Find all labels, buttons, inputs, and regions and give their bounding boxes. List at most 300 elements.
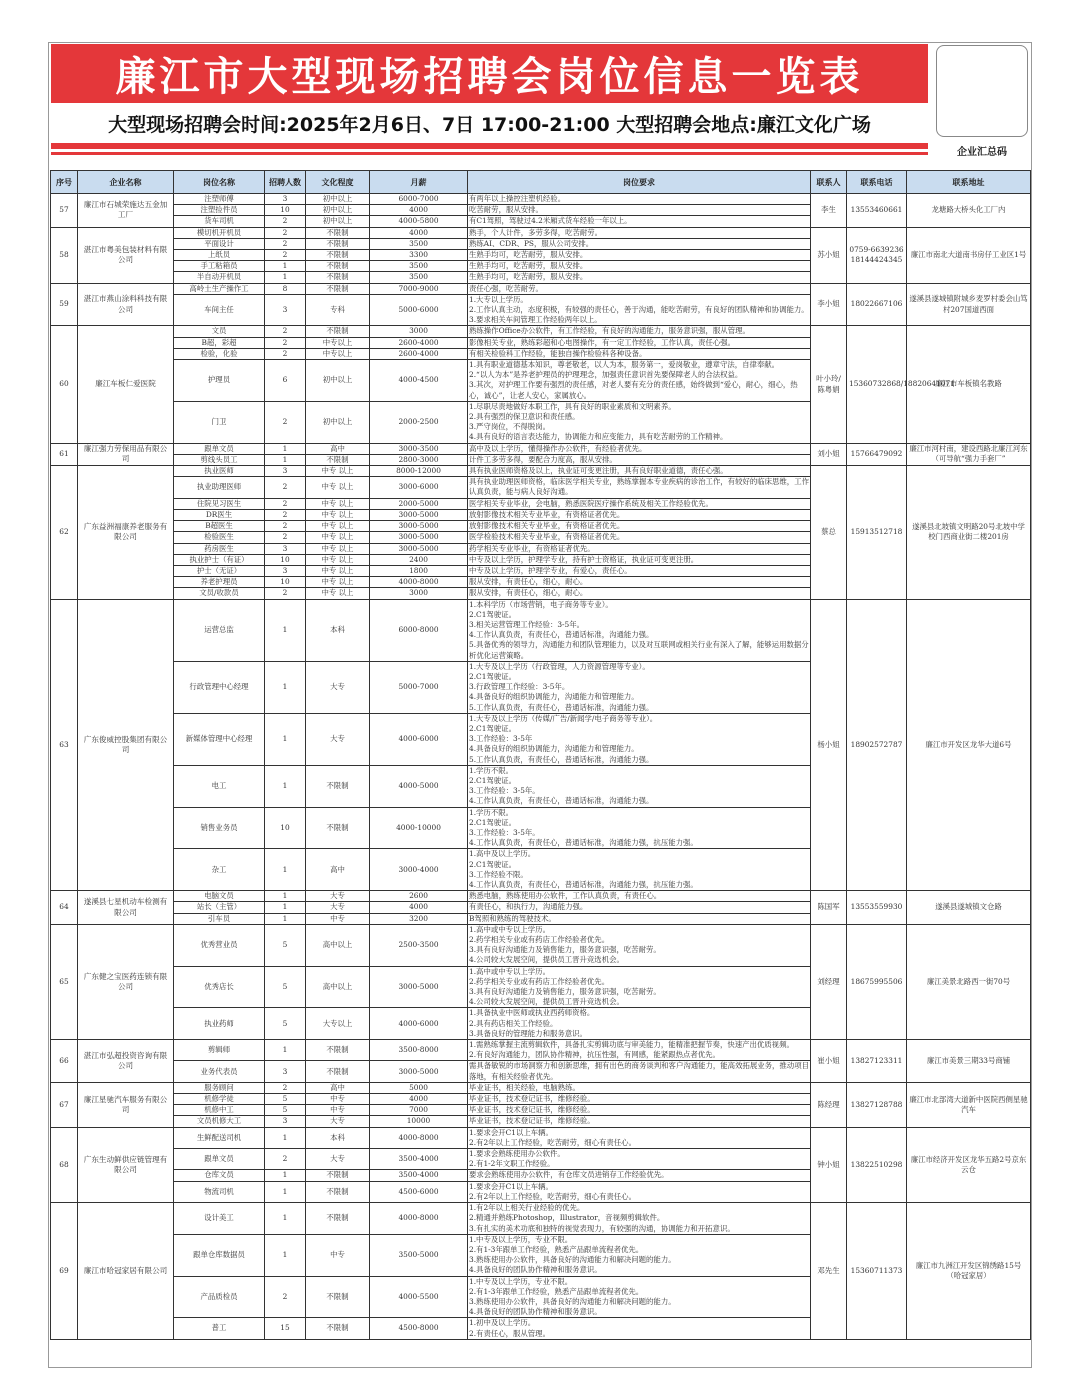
- contact-address: 廉江市北部湾大道新中医院西侧星驰汽车: [907, 1082, 1031, 1127]
- job-title: 模切机开机员: [174, 227, 265, 238]
- job-requirements: 要求会熟练使用办公软件，有仓库文员进销存工作经验优先。: [468, 1170, 811, 1181]
- company-number: 68: [51, 1127, 78, 1202]
- job-requirements: 1.本科学历（市场营销，电子商务等专业）。 2.C1驾驶证。 3.相关运营管理工作经验：3-5年。 4.工作认真负责，有责任心，普通话标准，沟通能力强。 5.具备优秀的领导力，沟通能力和团队管理能力，以及对互联网或相关行业有深入了解，能够运用数据分析优化运营策略。: [469, 599, 809, 660]
- job-salary: 8000-12000: [370, 466, 468, 477]
- job-requirements: 1.高中或中专以上学历。 2.药学相关专业或有药店工作经验者优先。 3.具有良好沟通能力及销售能力，服务意识强，吃苦耐劳。 4.公司较大发展空间，提供员工晋升竞选机会。: [468, 924, 811, 966]
- contact-address: 廉江美景北路西一街70号: [907, 924, 1031, 1039]
- job-count: 10: [265, 807, 306, 849]
- job-education: 初中以上: [306, 401, 370, 443]
- table-row: [51, 283, 1031, 294]
- contact-phone: 13827123311: [847, 1040, 907, 1083]
- company-number: 64: [51, 891, 78, 925]
- job-title: 杂工: [174, 849, 265, 891]
- job-salary: 3500-5000: [370, 1234, 468, 1276]
- job-title: 行政管理中心经理: [174, 661, 265, 713]
- job-table: [50, 170, 1031, 1340]
- job-salary: 4000: [370, 227, 468, 238]
- job-title: 平面设计: [174, 238, 265, 249]
- job-requirements: 1.学历不限。 2.C1驾驶证。 3.工作经验：3-5年。 4.工作认真负责，有责任心，普通话标准，沟通能力强，抗压能力强。: [468, 807, 811, 849]
- job-count: 15: [265, 1318, 306, 1339]
- header-col-education: 文化程度: [306, 171, 370, 194]
- job-education: 初中以上: [306, 216, 370, 227]
- job-salary: 2000-2500: [370, 401, 468, 443]
- job-count: 1: [265, 913, 306, 924]
- job-salary: 2800-3000: [370, 454, 468, 465]
- job-title: 手工粘箱员: [174, 261, 265, 272]
- contact-person: 刘经理: [811, 924, 847, 1039]
- job-education: 大专: [306, 661, 370, 713]
- job-title: 电脑文员: [174, 891, 265, 902]
- job-count: 2: [265, 477, 306, 498]
- job-education: 大专: [306, 713, 370, 765]
- job-education: 不限制: [306, 765, 370, 807]
- job-salary: 3000: [370, 588, 468, 599]
- job-title: 普工: [174, 1318, 265, 1339]
- job-requirements: 1.中专及以上学历，专业不限。 2.有1-3年跟单工作经验，熟悉产品跟单流程者优先。 3.熟练使用办公软件，具备良好的沟通能力和解决问题的能力。 4.具备良好的团队协作精神和服务意识。: [468, 1276, 811, 1318]
- job-education: 中专: [306, 1234, 370, 1276]
- job-education: 不限制: [306, 250, 370, 261]
- page-title: 廉江市大型现场招聘会岗位信息一览表: [115, 54, 864, 100]
- job-count: 1: [265, 713, 306, 765]
- header-col-no: 序号: [51, 171, 78, 194]
- job-count: 2: [265, 238, 306, 249]
- job-count: 2: [265, 337, 306, 348]
- job-title: 文员机修大工: [174, 1116, 265, 1127]
- job-count: 2: [265, 498, 306, 509]
- job-title: 检验，化验: [174, 348, 265, 359]
- header-col-salary: 月薪: [370, 171, 468, 194]
- job-requirements: 1.要求会开C1以上车辆。 2.有2年以上工作经验，吃苦耐劳，细心有责任心。: [468, 1181, 811, 1202]
- table-row: [51, 924, 1031, 966]
- job-count: 2: [265, 326, 306, 337]
- contact-phone: 15913512718: [847, 466, 907, 599]
- job-title: 销售业务员: [174, 807, 265, 849]
- company-name: 廉江市石城荣施达五金加工厂: [78, 194, 174, 228]
- job-count: 6: [265, 360, 306, 402]
- event-info: 大型现场招聘会时间:2025年2月6日、7日 17:00-21:00 大型招聘会地点:廉江文化广场: [108, 114, 871, 136]
- job-requirements: 服从安排，有责任心，细心，耐心。: [468, 577, 811, 588]
- job-requirements: 生熟手均可，吃苦耐劳，服从安排。: [468, 250, 811, 261]
- job-count: 2: [265, 521, 306, 532]
- job-education: 中专 以上: [306, 477, 370, 498]
- job-count: 5: [265, 1105, 306, 1116]
- job-requirements: 熟练AI、CDR、PS，服从公司安排。: [468, 238, 811, 249]
- job-education: 初中以上: [306, 194, 370, 205]
- contact-person: 钟小姐: [811, 1127, 847, 1202]
- job-education: 大专: [306, 902, 370, 913]
- company-name: 广东俊威控股集团有限公司: [78, 599, 174, 891]
- header-col-company: 企业名称: [78, 171, 174, 194]
- job-salary: 3000-4000: [370, 849, 468, 891]
- contact-phone: 15360732868/18820641071: [847, 326, 907, 443]
- divider-stripe: [51, 143, 928, 149]
- job-count: 2: [265, 227, 306, 238]
- contact-person: 李生: [811, 194, 847, 228]
- job-title: 剪线头员工: [174, 454, 265, 465]
- job-salary: 3000: [370, 326, 468, 337]
- contact-person: 蔡总: [811, 466, 847, 599]
- job-education: 不限制: [306, 1061, 370, 1082]
- job-requirements: 服从安排，有责任心，细心，耐心。: [468, 588, 811, 599]
- job-title: 护士（无证）: [174, 565, 265, 576]
- job-count: 5: [265, 1008, 306, 1040]
- job-education: 中专 以上: [306, 498, 370, 509]
- job-requirements: 生熟手均可，吃苦耐劳，服从安排。: [468, 272, 811, 283]
- job-salary: 4000: [370, 1094, 468, 1105]
- job-count: 1: [265, 261, 306, 272]
- job-requirements: 1.大专及以上学历（行政管理，人力资源管理等专业）。 2.C1驾驶证。 3.行政管理工作经验：3-5年。 4.具备良好的组织协调能力，沟通能力和管理能力。 5.工作认真负责，有责任心，普通话标准，沟通能力强。: [468, 661, 811, 713]
- company-name: 廉江市哈冠家居有限公司: [78, 1203, 174, 1340]
- job-title: 引车员: [174, 913, 265, 924]
- job-education: 大专以上: [306, 1008, 370, 1040]
- job-title: 上纸员: [174, 250, 265, 261]
- job-title: 文员/收款员: [174, 588, 265, 599]
- job-count: 3: [265, 543, 306, 554]
- contact-person: 苏小姐: [811, 227, 847, 283]
- job-requirements: 1.要求会熟练使用办公软件。 2.有1-2年文职工作经验。: [468, 1149, 811, 1170]
- title-banner: [51, 44, 928, 103]
- table-row: [51, 1127, 1031, 1148]
- contact-person: 陈经理: [811, 1082, 847, 1127]
- job-salary: 3500-4000: [370, 1170, 468, 1181]
- job-education: 中专 以上: [306, 466, 370, 477]
- qr-code-label: 企业汇总码: [957, 147, 1007, 158]
- job-education: 本科: [306, 599, 370, 661]
- company-name: 广东生动鲜供应链管理有限公司: [78, 1127, 174, 1202]
- table-row: [51, 599, 1031, 661]
- job-education: 中专 以上: [306, 509, 370, 520]
- job-salary: 4000-6000: [370, 1008, 468, 1040]
- job-requirements: 中专及以上学历，护理学专业，有爱心，责任心。: [468, 565, 811, 576]
- job-requirements: 1.高中及以上学历。 2.C1驾驶证。 3.工作经验不限。 4.工作认真负责，有责任心，普通话标准，沟通能力强，抗压能力强。: [468, 849, 811, 891]
- company-number: 57: [51, 194, 78, 228]
- job-salary: 4000-8000: [370, 1127, 468, 1148]
- job-title: 车间主任: [174, 294, 265, 326]
- header-col-position: 岗位名称: [174, 171, 265, 194]
- qr-code-image: [936, 45, 1028, 137]
- job-education: 不限制: [306, 807, 370, 849]
- job-salary: 10000: [370, 1116, 468, 1127]
- header-col-count: 招聘人数: [265, 171, 306, 194]
- job-count: 5: [265, 966, 306, 1008]
- job-education: 不限制: [306, 1318, 370, 1339]
- job-title: 跟单文员: [174, 1149, 265, 1170]
- job-title: 养老护理员: [174, 577, 265, 588]
- company-number: 60: [51, 326, 78, 443]
- job-salary: 6000-7000: [370, 194, 468, 205]
- job-requirements: 责任心强，吃苦耐劳。: [468, 283, 811, 294]
- job-salary: 7000-9000: [370, 283, 468, 294]
- job-salary: 2000-5000: [370, 498, 468, 509]
- job-requirements: 计件工多劳多得，要配合力度高，服从安排。: [468, 454, 811, 465]
- job-requirements: 毕业证书，技术登记证书，维修经验。: [468, 1116, 811, 1127]
- job-education: 专科: [306, 294, 370, 326]
- company-number: 69: [51, 1203, 78, 1340]
- job-requirements: 1.要求会开C1以上车辆。 2.有2年以上工作经验，吃苦耐劳，细心有责任心。: [468, 1127, 811, 1148]
- job-title: 高岭土生产操作工: [174, 283, 265, 294]
- contact-phone: 0759-6639236 18144424345: [847, 227, 907, 283]
- header-col-address: 联系地址: [907, 171, 1031, 194]
- job-requirements: 1.中专及以上学历，专业不限。 2.有1-3年跟单工作经验，熟悉产品跟单流程者优先。 3.熟练使用办公软件，具备良好的沟通能力和解决问题的能力。 4.具备良好的团队协作精神和服务意识。: [468, 1234, 811, 1276]
- job-salary: 3500-8000: [370, 1040, 468, 1061]
- job-requirements: 需具备敏锐的市场洞察力和创新思维，拥有出色的商务谈判和客户沟通能力，能高效拓展业务，推动项目落地，有相关经验者优先。: [469, 1061, 809, 1081]
- contact-address: 龙塘路大桥头化工厂内: [907, 194, 1031, 228]
- job-salary: 3300: [370, 250, 468, 261]
- contact-person: 邓先生: [811, 1203, 847, 1340]
- job-salary: 4000-4500: [370, 360, 468, 402]
- job-education: 大专: [306, 891, 370, 902]
- job-education: 中专 以上: [306, 521, 370, 532]
- contact-person: 李小姐: [811, 283, 847, 326]
- job-count: 3: [265, 294, 306, 326]
- job-education: 大专: [306, 1149, 370, 1170]
- job-salary: 7000: [370, 1105, 468, 1116]
- job-salary: 4000-6000: [370, 713, 468, 765]
- job-requirements: 放射影像技术相关专业毕业，有资格证者优先。: [468, 521, 811, 532]
- job-salary: 4500-6000: [370, 1181, 468, 1202]
- job-title: 护理员: [174, 360, 265, 402]
- job-education: 中专以上: [306, 337, 370, 348]
- job-requirements: 1.需熟练掌握主流剪辑软件，具备扎实剪辑功底与审美能力，能精准把握节奏，快速产出优质视频。 2.有良好沟通能力，团队协作精神，抗压性强，有网感，能紧跟热点者优先。: [468, 1040, 811, 1061]
- job-requirements: 1.具备执业中医师或执业西药师资格。 2.具有药店相关工作经验。 3.具备良好的管理能力和服务意识。: [468, 1008, 811, 1040]
- job-requirements: 吃苦耐劳，服从安排。: [468, 205, 811, 216]
- job-count: 1: [265, 272, 306, 283]
- table-row: [51, 227, 1031, 238]
- contact-person: 陈国军: [811, 891, 847, 925]
- job-requirements: 医学相关专业毕业，会电脑，熟悉医院医疗操作系统及相关工作经验优先。: [468, 498, 811, 509]
- job-count: 2: [265, 1149, 306, 1170]
- job-requirements: 生熟手均可，吃苦耐劳，服从安排。: [468, 261, 811, 272]
- job-title: 服务顾问: [174, 1082, 265, 1093]
- job-title: 跟单文员: [174, 443, 265, 454]
- job-salary: 4000: [370, 902, 468, 913]
- job-title: 执业药师: [174, 1008, 265, 1040]
- job-count: 10: [265, 205, 306, 216]
- job-title: 运营总监: [174, 599, 265, 661]
- job-requirements: 放射影像技术相关专业毕业，有资格证者优先。: [468, 509, 811, 520]
- contact-address: 廉江市南北大道南书房仔工业区1号: [907, 227, 1031, 283]
- company-name: 廉江强力劳保用品有限公司: [78, 443, 174, 465]
- job-count: 10: [265, 554, 306, 565]
- job-education: 高中以上: [306, 966, 370, 1008]
- job-education: 中专 以上: [306, 565, 370, 576]
- job-title: 电工: [174, 765, 265, 807]
- table-row: [51, 466, 1031, 477]
- job-salary: 4000-10000: [370, 807, 468, 849]
- job-count: 2: [265, 401, 306, 443]
- job-education: 高中: [306, 443, 370, 454]
- company-number: 66: [51, 1040, 78, 1083]
- job-count: 2: [265, 348, 306, 359]
- contact-address: 廉江市开发区龙华大道6号: [907, 599, 1031, 891]
- header-col-requirements: 岗位要求: [468, 171, 811, 194]
- contact-address: 遂溪县北坡镇文明路20号北坡中学校门西商业街二楼201房: [907, 466, 1031, 599]
- table-row: [51, 1082, 1031, 1093]
- job-salary: 4000-5800: [370, 216, 468, 227]
- job-title: 执业助理医师: [174, 477, 265, 498]
- company-number: 65: [51, 924, 78, 1039]
- job-salary: 3000-5000: [370, 1061, 468, 1082]
- job-education: 中专: [306, 913, 370, 924]
- job-title: 机修学徒: [174, 1094, 265, 1105]
- job-title: 货车司机: [174, 216, 265, 227]
- job-salary: 2500-3500: [370, 924, 468, 966]
- job-education: 初中以上: [306, 360, 370, 402]
- job-count: 3: [265, 194, 306, 205]
- job-education: 初中以上: [306, 205, 370, 216]
- job-salary: 1800: [370, 565, 468, 576]
- job-title: 物流司机: [174, 1181, 265, 1202]
- contact-phone: 13822510298: [847, 1127, 907, 1202]
- job-title: 生鲜配送司机: [174, 1127, 265, 1148]
- job-count: 5: [265, 924, 306, 966]
- table-row: [51, 443, 1031, 454]
- job-title: 业务代表员: [174, 1061, 265, 1082]
- table-header-row: [51, 171, 1031, 194]
- job-salary: 6000-8000: [370, 599, 468, 661]
- job-requirements: 有两年以上操控注塑机经验。: [468, 194, 811, 205]
- company-number: 59: [51, 283, 78, 326]
- job-count: 3: [265, 466, 306, 477]
- job-requirements: 有相关检验科工作经验，能独自操作检验科各种设备。: [468, 348, 811, 359]
- job-education: 中专 以上: [306, 543, 370, 554]
- job-count: 1: [265, 1127, 306, 1148]
- job-title: 执业护士（有证）: [174, 554, 265, 565]
- contact-phone: 18675995506: [847, 924, 907, 1039]
- job-education: 不限制: [306, 1203, 370, 1235]
- job-count: 1: [265, 765, 306, 807]
- job-education: 不限制: [306, 1170, 370, 1181]
- job-salary: 3500: [370, 261, 468, 272]
- job-title: 门卫: [174, 401, 265, 443]
- contact-phone: 15360711373: [847, 1203, 907, 1340]
- job-requirements: 1.具有职业道德基本知识，尊老敬老，以人为本，服务第一，爱岗敬业，遵章守法，自律奉献。 2.“以人为本”是养老护理员的护理理念，加强责任意识首先要保障老人的合法权益。 3.其次，对护理工作要有强烈的责任感，对老人要有充分的责任感，始终做到“爱心，耐心，细心，热心，诚心”，让老人安心，家属放心。: [468, 360, 811, 402]
- header-col-phone: 联系电话: [847, 171, 907, 194]
- job-education: 中专 以上: [306, 588, 370, 599]
- job-education: 不限制: [306, 238, 370, 249]
- job-title: 检验医生: [174, 532, 265, 543]
- job-education: 不限制: [306, 272, 370, 283]
- job-requirements: 药学相关专业毕业，有资格证者优先。: [468, 543, 811, 554]
- company-name: 湛江市燕山涂料科技有限公司: [78, 283, 174, 326]
- contact-person: 杨小姐: [811, 599, 847, 891]
- contact-address: 遂溪县遂城镇附城乡麦罗村委会山笃村207国道西面: [907, 283, 1031, 326]
- company-name: 遂溪县七星机动车检测有限公司: [78, 891, 174, 925]
- job-requirements: 毕业证书，技术登记证书，维修经验。: [468, 1094, 811, 1105]
- job-requirements: 毕业证书，相关经验，电脑熟练。: [468, 1082, 811, 1093]
- job-education: 不限制: [306, 283, 370, 294]
- job-salary: 3000-5000: [370, 521, 468, 532]
- table-row: [51, 1040, 1031, 1061]
- job-education: 不限制: [306, 1276, 370, 1318]
- job-title: 优秀营业员: [174, 924, 265, 966]
- job-education: 中专 以上: [306, 554, 370, 565]
- contact-address: 廉江市车板镇名教路: [907, 326, 1031, 443]
- job-requirements: 熟悉电脑，熟练使用办公软件，工作认真负责，有责任心。: [468, 891, 811, 902]
- job-salary: 5000-7000: [370, 661, 468, 713]
- job-requirements: 具有执业医师资格及以上，执业证可变更注册，具有良好职业道德，责任心强。: [468, 466, 811, 477]
- company-name: 广东益洲福康养老服务有限公司: [78, 466, 174, 599]
- job-salary: 3200: [370, 913, 468, 924]
- job-salary: 4000-8000: [370, 577, 468, 588]
- job-education: 高中: [306, 849, 370, 891]
- job-count: 2: [265, 588, 306, 599]
- job-education: 不限制: [306, 1181, 370, 1202]
- contact-phone: 13553460661: [847, 194, 907, 228]
- job-title: 执业医师: [174, 466, 265, 477]
- job-count: 2: [265, 1276, 306, 1318]
- job-requirements: 毕业证书，技术登记证书，维修经验。: [468, 1105, 811, 1116]
- job-title: DR医生: [174, 509, 265, 520]
- job-requirements: 1.初中及以上学历。 2.有责任心，服从管理。: [468, 1318, 811, 1339]
- job-requirements: 中专及以上学历，护理学专业，持有护士资格证，执业证可变更注册。: [468, 554, 811, 565]
- job-education: 不限制: [306, 1040, 370, 1061]
- job-salary: 3500: [370, 272, 468, 283]
- job-requirements: 1.尽职尽责地做好本职工作，具有良好的职业素质和文明素养。 2.具有强烈的保卫意识和责任感。 3.严守岗位，不得脱岗。 4.具有良好的语言表达能力，协调能力和应变能力，具有吃苦耐劳的工作精神。: [468, 401, 811, 443]
- contact-phone: 13553559930: [847, 891, 907, 925]
- job-requirements: 有C1驾照，驾驶过4.2米厢式货车经验一年以上。: [468, 216, 811, 227]
- job-education: 不限制: [306, 261, 370, 272]
- job-requirements: 有责任心，和执行力，沟通能力强。: [468, 902, 811, 913]
- job-education: 中专 以上: [306, 532, 370, 543]
- contact-phone: 13827128788: [847, 1082, 907, 1127]
- contact-person: 崔小姐: [811, 1040, 847, 1083]
- contact-address: 廉江市九洲江开发区锦绣路15号（哈冠家居）: [907, 1203, 1031, 1340]
- contact-phone: 18902572787: [847, 599, 907, 891]
- job-count: 2: [265, 250, 306, 261]
- job-title: 住院见习医生: [174, 498, 265, 509]
- job-count: 1: [265, 849, 306, 891]
- job-education: 本科: [306, 1127, 370, 1148]
- job-salary: 4000-5500: [370, 1276, 468, 1318]
- job-education: 不限制: [306, 227, 370, 238]
- job-salary: 2400: [370, 554, 468, 565]
- job-title: 新媒体管理中心经理: [174, 713, 265, 765]
- contact-phone: 18022667106: [847, 283, 907, 326]
- job-title: 机修中工: [174, 1105, 265, 1116]
- job-salary: 3000-5000: [370, 543, 468, 554]
- divider-stripe: [51, 152, 928, 155]
- company-name: 广东健之宝医药连锁有限公司: [78, 924, 174, 1039]
- contact-phone: 15766479092: [847, 443, 907, 465]
- company-name: 廉江车板仁爱医院: [78, 326, 174, 443]
- company-number: 62: [51, 466, 78, 599]
- job-count: 1: [265, 1040, 306, 1061]
- job-requirements: 熟手，个人计件，多劳多得，吃苦耐劳。: [468, 227, 811, 238]
- job-title: 优秀店长: [174, 966, 265, 1008]
- job-education: 中专 以上: [306, 577, 370, 588]
- job-salary: 5000: [370, 1082, 468, 1093]
- job-salary: 3000-5000: [370, 509, 468, 520]
- job-count: 2: [265, 1082, 306, 1093]
- table-row: [51, 194, 1031, 205]
- job-salary: 2600-4000: [370, 348, 468, 359]
- job-requirements: B驾照和熟练的驾驶技术。: [468, 913, 811, 924]
- job-count: 1: [265, 1203, 306, 1235]
- job-education: 高中以上: [306, 924, 370, 966]
- table-row: [51, 1203, 1031, 1235]
- job-count: 2: [265, 509, 306, 520]
- job-count: 1: [265, 891, 306, 902]
- job-requirements: 具有执业助理医师资格，临床医学相关专业，熟练掌握本专业疾病的诊治工作，有较好的临床思维，工作认真负责，能与病人良好沟通。: [469, 477, 809, 497]
- job-count: 1: [265, 902, 306, 913]
- job-requirements: 影像相关专业，熟练彩超和心电图操作，有一定工作经验，工作认真，责任心强。: [468, 337, 811, 348]
- job-title: 药房医生: [174, 543, 265, 554]
- job-title: 跟单仓库数据员: [174, 1234, 265, 1276]
- job-title: 半自动开机员: [174, 272, 265, 283]
- job-count: 2: [265, 216, 306, 227]
- table-body: [51, 194, 1031, 1340]
